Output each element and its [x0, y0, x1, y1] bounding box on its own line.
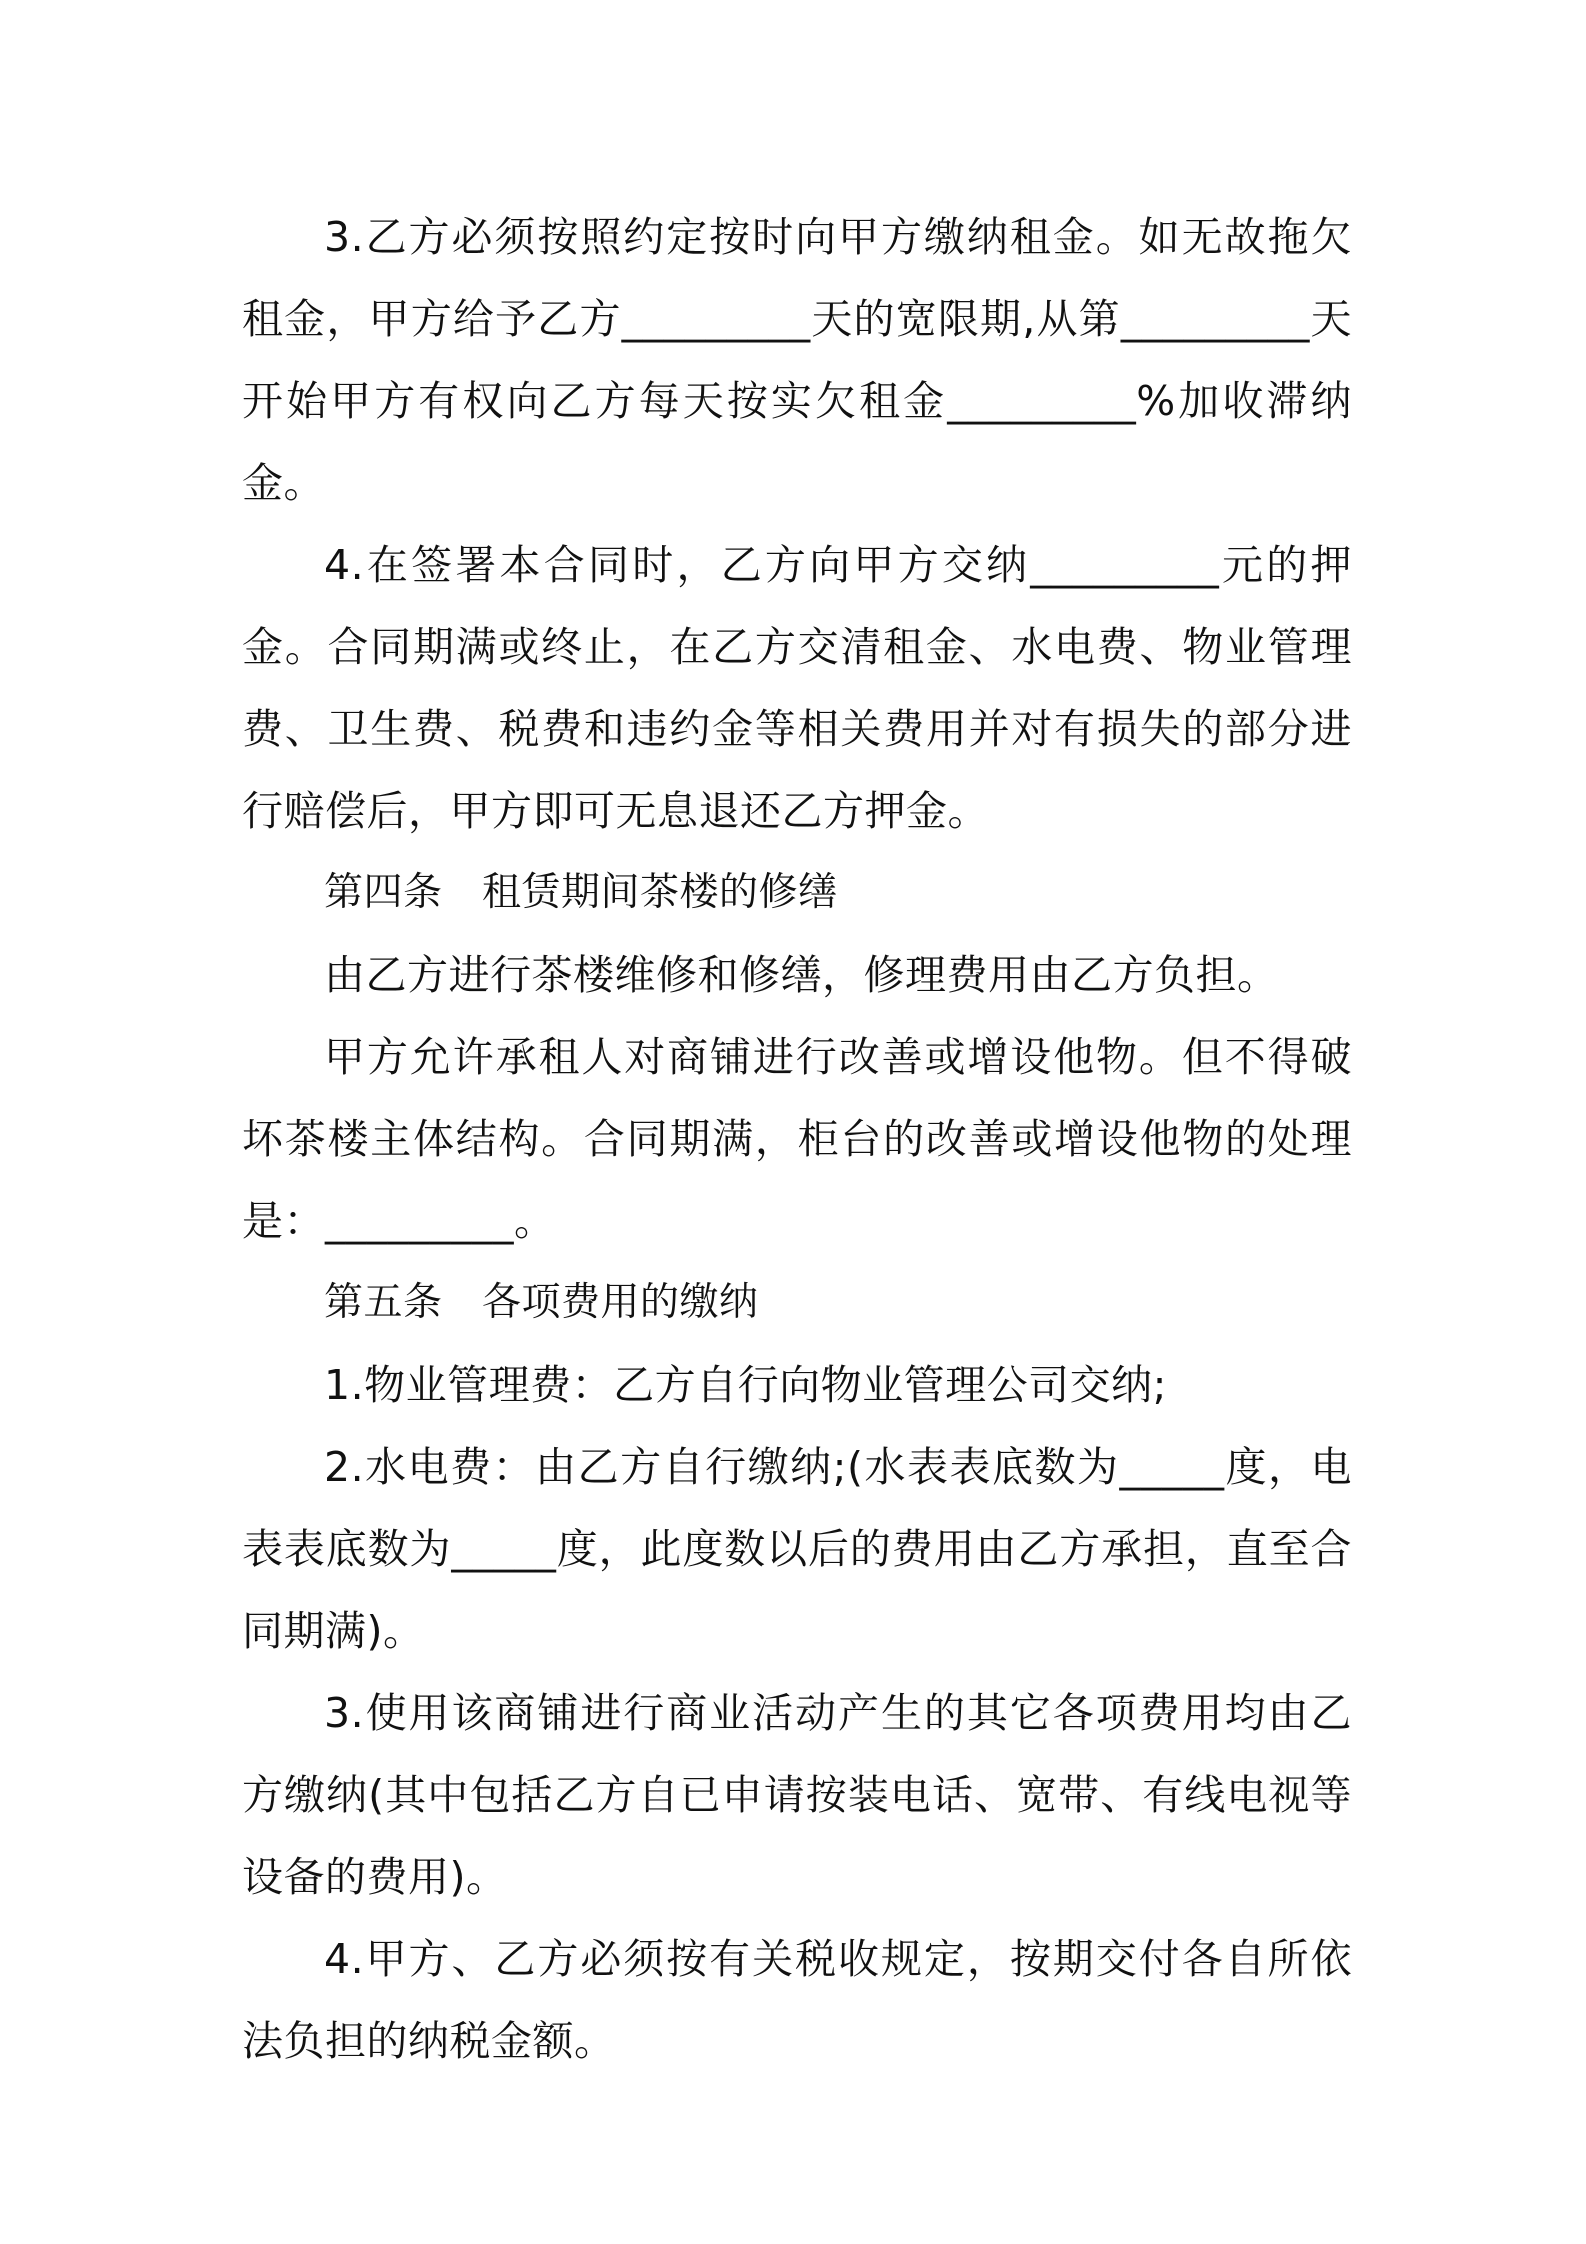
clause-3-rent-payment: 3.乙方必须按照约定按时向甲方缴纳租金。如无故拖欠租金，甲方给予乙方_________天的宽限期,从第_________天开始甲方有权向乙方每天按实欠租金_________%加收滞纳金。 [242, 213, 1352, 507]
repair-responsibility: 由乙方进行茶楼维修和修缮，修理费用由乙方负担。 [324, 951, 1279, 999]
article-5-heading: 第五条 各项费用的缴纳 [324, 1280, 759, 1325]
clause-4-deposit: 4.在签署本合同时，乙方向甲方交纳_________元的押金。合同期满或终止，在乙方交清租金、水电费、物业管理费、卫生费、税费和违约金等相关费用并对有损失的部分进行赔偿后，甲方即可无息退还乙方押金。 [242, 541, 1352, 835]
document-body [242, 196, 1352, 2082]
fee-1-property-management: 1.物业管理费：乙方自行向物业管理公司交纳; [324, 1361, 1167, 1409]
fee-3-other-expenses: 3.使用该商铺进行商业活动产生的其它各项费用均由乙方缴纳(其中包括乙方自已申请按装电话、宽带、有线电视等设备的费用)。 [242, 1689, 1352, 1901]
fee-2-utilities: 2.水电费：由乙方自行缴纳;(水表表底数为_____度，电表表底数为_____度，此度数以后的费用由乙方承担，直至合同期满)。 [242, 1443, 1352, 1655]
improvement-permission: 甲方允许承租人对商铺进行改善或增设他物。但不得破坏茶楼主体结构。合同期满，柜台的改善或增设他物的处理是：_________。 [242, 1033, 1352, 1245]
article-4-heading: 第四条 租赁期间茶楼的修缮 [324, 870, 838, 915]
fee-4-taxes: 4.甲方、乙方必须按有关税收规定，按期交付各自所依法负担的纳税金额。 [242, 1935, 1352, 2065]
